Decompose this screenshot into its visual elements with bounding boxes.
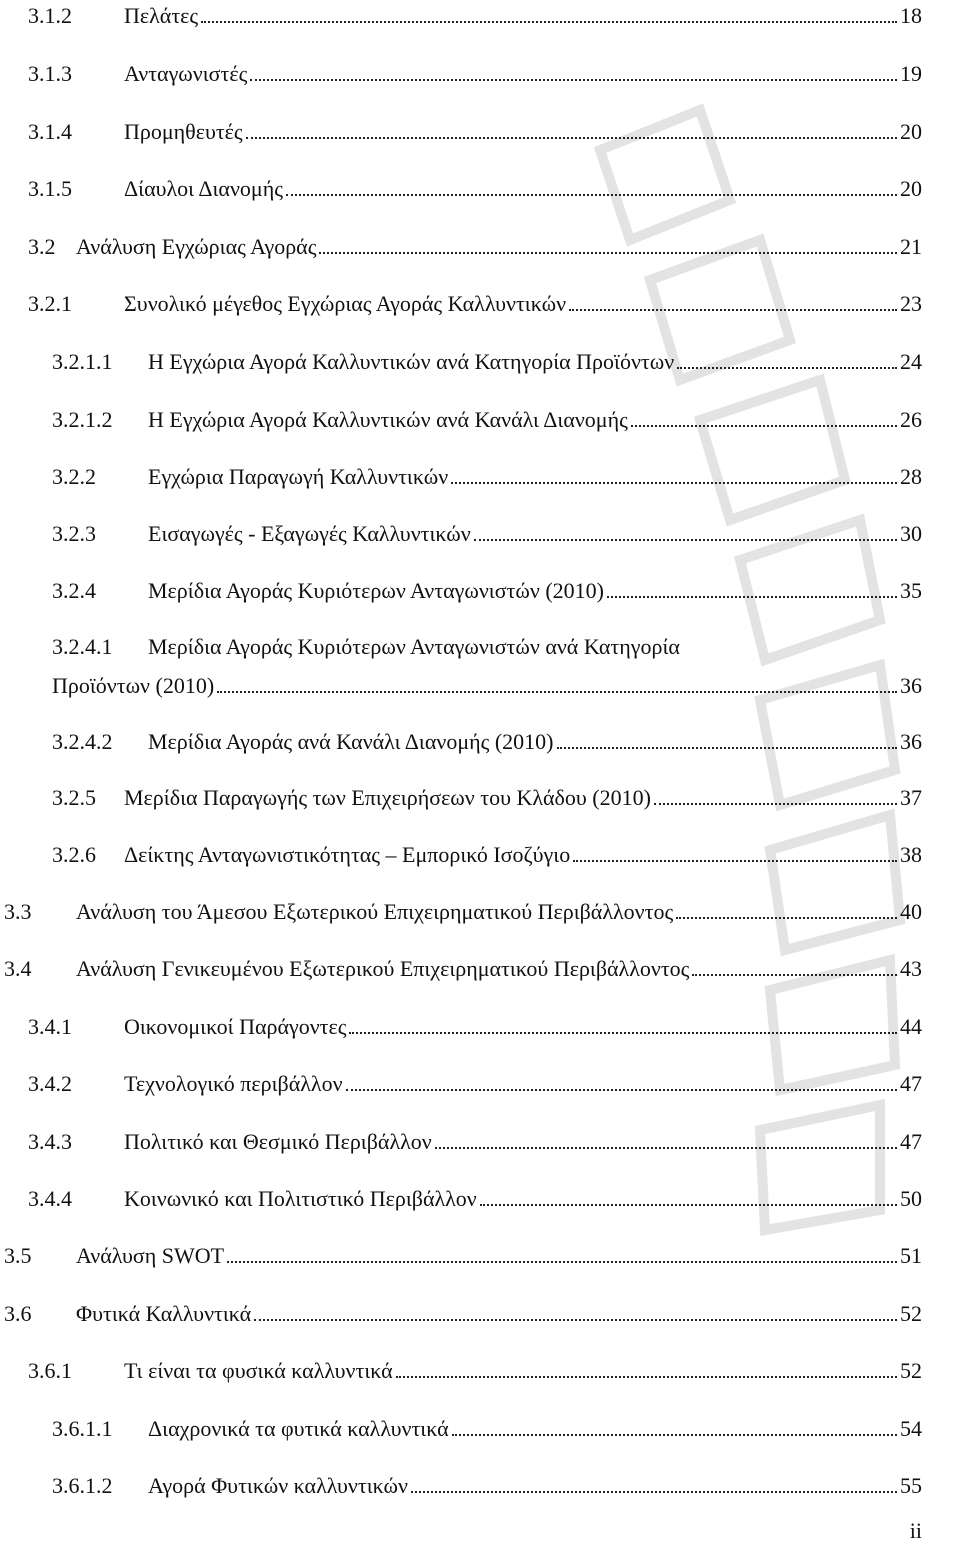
toc-entry-number: 3.4.4 bbox=[28, 1186, 72, 1211]
toc-entry-page: 28 bbox=[900, 464, 922, 489]
dot-leader bbox=[677, 367, 897, 369]
dot-leader bbox=[217, 691, 897, 693]
dot-leader bbox=[474, 539, 897, 541]
toc-entry-second-line bbox=[52, 671, 922, 701]
toc-entry-page: 20 bbox=[900, 119, 922, 144]
toc-entry-number: 3.2.3 bbox=[52, 521, 96, 546]
toc-entry-number: 3.2.4.1 bbox=[52, 634, 113, 659]
toc-entry-title: Οικονομικοί Παράγοντες bbox=[124, 1014, 347, 1039]
dot-leader bbox=[573, 860, 897, 862]
toc-entry-page: 18 bbox=[900, 3, 922, 28]
toc-entry-title: Μερίδια Αγοράς ανά Κανάλι Διανομής (2010) bbox=[148, 729, 554, 754]
toc-entry-number: 3.4.2 bbox=[28, 1071, 72, 1096]
toc-entry-number: 3.2.4 bbox=[52, 578, 96, 603]
toc-entry-title: Δείκτης Ανταγωνιστικότητας – Εμπορικό Ισοζύγιο bbox=[124, 842, 571, 867]
toc-entry[interactable] bbox=[4, 1241, 922, 1271]
page-number: ii bbox=[909, 1518, 922, 1543]
toc-entry[interactable] bbox=[52, 405, 922, 435]
dot-leader bbox=[569, 309, 897, 311]
dot-leader bbox=[451, 482, 897, 484]
dot-leader bbox=[480, 1204, 897, 1206]
toc-entry-number: 3.1.5 bbox=[28, 176, 72, 201]
toc-entry-number: 3.4 bbox=[4, 956, 32, 981]
toc-entry-number: 3.1.3 bbox=[28, 61, 72, 86]
toc-entry-title: Εγχώρια Παραγωγή Καλλυντικών bbox=[148, 464, 449, 489]
toc-entry[interactable] bbox=[28, 1069, 922, 1099]
dot-leader bbox=[286, 194, 897, 196]
dot-leader bbox=[631, 425, 897, 427]
toc-entry-title: Πολιτικό και Θεσμικό Περιβάλλον bbox=[124, 1129, 432, 1154]
toc-entry[interactable] bbox=[28, 1127, 922, 1157]
toc-entry[interactable] bbox=[52, 519, 922, 549]
dot-leader bbox=[349, 1032, 897, 1034]
dot-leader bbox=[411, 1491, 897, 1493]
dot-leader bbox=[607, 596, 897, 598]
dot-leader bbox=[246, 137, 897, 139]
toc-entry-page: 23 bbox=[900, 291, 922, 316]
toc-entry-page: 40 bbox=[900, 899, 922, 924]
toc-entry[interactable] bbox=[28, 1356, 922, 1386]
toc-entry[interactable] bbox=[52, 347, 922, 377]
toc-entry-number: 3.2.4.2 bbox=[52, 729, 113, 754]
toc-entry-title: Μερίδια Παραγωγής των Επιχειρήσεων του Κλάδου (2010) bbox=[124, 785, 651, 810]
toc-entry-title: Εισαγωγές - Εξαγωγές Καλλυντικών bbox=[148, 521, 471, 546]
toc-entry-page: 36 bbox=[900, 673, 922, 698]
toc-entry[interactable] bbox=[28, 232, 922, 262]
dot-leader bbox=[396, 1376, 897, 1378]
toc-entry-number: 3.1.2 bbox=[28, 3, 72, 28]
toc-entry[interactable] bbox=[52, 840, 922, 870]
dot-leader bbox=[250, 79, 897, 81]
toc-entry-page: 21 bbox=[900, 234, 922, 259]
toc-entry-number: 3.3 bbox=[4, 899, 32, 924]
toc-entry-title: Τεχνολογικό περιβάλλον bbox=[124, 1071, 343, 1096]
toc-entry[interactable] bbox=[52, 1471, 922, 1501]
toc-entry-title: Τι είναι τα φυσικά καλλυντικά bbox=[124, 1358, 393, 1383]
toc-entry-number: 3.6.1.1 bbox=[52, 1416, 113, 1441]
toc-entry-page: 37 bbox=[900, 785, 922, 810]
toc-entry-page: 52 bbox=[900, 1358, 922, 1383]
toc-entry-title: Ανάλυση SWOT bbox=[76, 1243, 225, 1268]
toc-entry-number: 3.1.4 bbox=[28, 119, 72, 144]
toc-entry-first-line bbox=[52, 632, 922, 662]
toc-entry-title: Ανάλυση του Άμεσου Εξωτερικού Επιχειρηματικού Περιβάλλοντος bbox=[76, 899, 674, 924]
toc-entry-title: Μερίδια Αγοράς Κυριότερων Ανταγωνιστών (2010) bbox=[148, 578, 604, 603]
toc-entry-page: 20 bbox=[900, 176, 922, 201]
toc-entry-title: Διαχρονικά τα φυτικά καλλυντικά bbox=[148, 1416, 449, 1441]
toc-entry-number: 3.2.6 bbox=[52, 842, 96, 867]
toc-entry-page: 24 bbox=[900, 349, 922, 374]
toc-entry-number: 3.6.1 bbox=[28, 1358, 72, 1383]
toc-entry-title: Κοινωνικό και Πολιτιστικό Περιβάλλον bbox=[124, 1186, 477, 1211]
toc-entry[interactable] bbox=[4, 954, 922, 984]
toc-entry-number: 3.4.3 bbox=[28, 1129, 72, 1154]
toc-entry-number: 3.2.1.2 bbox=[52, 407, 113, 432]
dot-leader bbox=[557, 747, 898, 749]
toc-entry-page: 47 bbox=[900, 1071, 922, 1096]
toc-entry-page: 30 bbox=[900, 521, 922, 546]
toc-entry-title: Ανάλυση Γενικευμένου Εξωτερικού Επιχειρηματικού Περιβάλλοντος bbox=[76, 956, 690, 981]
dot-leader bbox=[435, 1147, 897, 1149]
toc-entry-number: 3.2.1 bbox=[28, 291, 72, 316]
toc-entry-title: Η Εγχώρια Αγορά Καλλυντικών ανά Κατηγορία Προϊόντων bbox=[148, 349, 675, 374]
dot-leader bbox=[254, 1319, 897, 1321]
toc-entry-title: Προμηθευτές bbox=[124, 119, 243, 144]
toc-entry-title: Ανάλυση Εγχώριας Αγοράς bbox=[76, 234, 317, 259]
dot-leader bbox=[319, 252, 897, 254]
toc-entry[interactable] bbox=[28, 289, 922, 319]
toc-entry[interactable] bbox=[28, 174, 922, 204]
toc-entry-title: Αγορά Φυτικών καλλυντικών bbox=[148, 1473, 408, 1498]
toc-entry-title: Δίαυλοι Διανομής bbox=[124, 176, 283, 201]
toc-entry-number: 3.6 bbox=[4, 1301, 32, 1326]
toc-entry[interactable] bbox=[28, 1, 922, 31]
toc-entry-page: 36 bbox=[900, 729, 922, 754]
toc-entry-number: 3.5 bbox=[4, 1243, 32, 1268]
toc-entry-page: 47 bbox=[900, 1129, 922, 1154]
dot-leader bbox=[227, 1261, 897, 1263]
dot-leader bbox=[201, 21, 897, 23]
toc-entry[interactable] bbox=[52, 1414, 922, 1444]
dot-leader bbox=[676, 917, 897, 919]
toc-entry-page: 52 bbox=[900, 1301, 922, 1326]
toc-entry[interactable] bbox=[52, 462, 922, 492]
toc-entry-title: Η Εγχώρια Αγορά Καλλυντικών ανά Κανάλι Διανομής bbox=[148, 407, 628, 432]
toc-entry-title: Πελάτες bbox=[124, 3, 199, 28]
toc-entry-page: 55 bbox=[900, 1473, 922, 1498]
toc-entry-number: 3.2.5 bbox=[52, 785, 96, 810]
toc-entry[interactable] bbox=[52, 727, 922, 757]
dot-leader bbox=[346, 1089, 897, 1091]
toc-entry-page: 50 bbox=[900, 1186, 922, 1211]
toc-entry-wrapped[interactable] bbox=[52, 632, 922, 701]
toc-entry-number: 3.2 bbox=[28, 234, 56, 259]
toc-entry-title: Μερίδια Αγοράς Κυριότερων Ανταγωνιστών ανά Κατηγορία bbox=[148, 634, 680, 659]
dot-leader bbox=[654, 803, 897, 805]
dot-leader bbox=[692, 974, 897, 976]
toc-entry-page: 51 bbox=[900, 1243, 922, 1268]
toc-entry-number: 3.6.1.2 bbox=[52, 1473, 113, 1498]
toc-entry[interactable] bbox=[52, 783, 922, 813]
toc-entry-number: 3.2.1.1 bbox=[52, 349, 113, 374]
toc-entry[interactable] bbox=[28, 117, 922, 147]
toc-entry-page: 26 bbox=[900, 407, 922, 432]
toc-entry-title: Συνολικό μέγεθος Εγχώριας Αγοράς Καλλυντικών bbox=[124, 291, 567, 316]
toc-entry-page: 54 bbox=[900, 1416, 922, 1441]
toc-entry-number: 3.2.2 bbox=[52, 464, 96, 489]
toc-entry[interactable] bbox=[28, 1012, 922, 1042]
toc-entry-title: Ανταγωνιστές bbox=[124, 61, 248, 86]
toc-entry-page: 44 bbox=[900, 1014, 922, 1039]
dot-leader bbox=[452, 1434, 897, 1436]
toc-entry-title-continued: Προϊόντων (2010) bbox=[52, 673, 215, 698]
toc-entry-number: 3.4.1 bbox=[28, 1014, 72, 1039]
toc-entry[interactable] bbox=[4, 897, 922, 927]
toc-entry-page: 43 bbox=[900, 956, 922, 981]
toc-entry[interactable] bbox=[28, 1184, 922, 1214]
toc-entry[interactable] bbox=[28, 59, 922, 89]
toc-entry-page: 35 bbox=[900, 578, 922, 603]
toc-entry-page: 19 bbox=[900, 61, 922, 86]
toc-entry-title: Φυτικά Καλλυντικά bbox=[76, 1301, 252, 1326]
toc-entry-page: 38 bbox=[900, 842, 922, 867]
toc-entry[interactable] bbox=[4, 1299, 922, 1329]
toc-entry[interactable] bbox=[52, 576, 922, 606]
